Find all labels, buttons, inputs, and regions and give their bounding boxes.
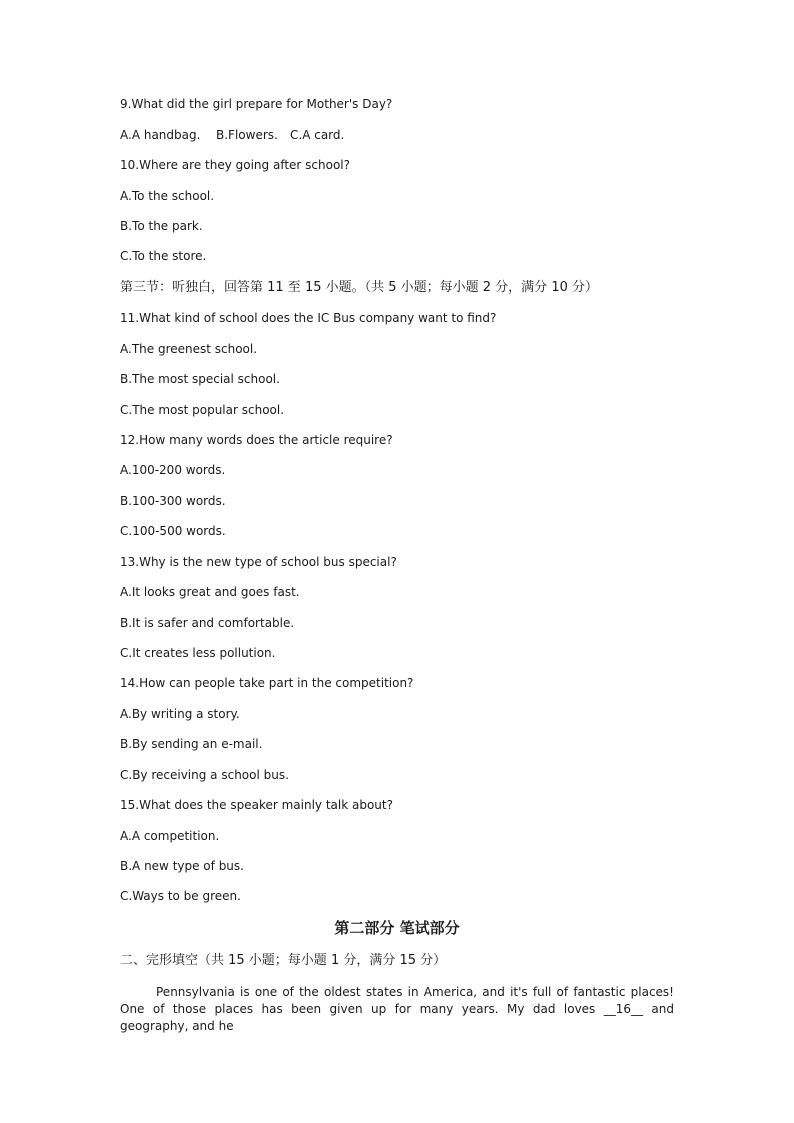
q14-option-b: B.By sending an e-mail. [120, 737, 263, 751]
q14-option-c: C.By receiving a school bus. [120, 768, 289, 782]
q13-option-a: A.It looks great and goes fast. [120, 585, 300, 599]
q15-option-c: C.Ways to be green. [120, 889, 241, 903]
q15-option-a: A.A competition. [120, 829, 220, 843]
q13-option-c: C.It creates less pollution. [120, 646, 276, 660]
q12-option-b: B.100-300 words. [120, 494, 226, 508]
q11-question: 11.What kind of school does the IC Bus company want to find? [120, 311, 497, 325]
q11-option-a: A.The greenest school. [120, 342, 258, 356]
q10-question: 10.Where are they going after school? [120, 158, 351, 172]
q9-options [120, 127, 344, 143]
q15-question: 15.What does the speaker mainly talk about? [120, 798, 393, 812]
q9-option-b: B.Flowers. [216, 128, 278, 142]
q13-question: 13.Why is the new type of school bus special? [120, 555, 397, 569]
cloze-passage: Pennsylvania is one of the oldest states in America, and it's full of fantastic places! One of those places has been given up for many years. My dad loves __16__ and geography, and he [120, 985, 674, 1033]
q15-option-b: B.A new type of bus. [120, 859, 244, 873]
q12-question: 12.How many words does the article require? [120, 433, 393, 447]
q11-option-c: C.The most popular school. [120, 403, 285, 417]
section3-header: 第三节：听独白，回答第 11 至 15 小题。（共 5 小题；每小题 2 分，满分 10 分） [120, 280, 598, 295]
q9-question: 9.What did the girl prepare for Mother's Day? [120, 97, 393, 111]
q9-option-a: A.A handbag. [120, 128, 201, 142]
q10-option-c: C.To the store. [120, 249, 207, 263]
q13-option-b: B.It is safer and comfortable. [120, 616, 295, 630]
part2-title: 第二部分 笔试部分 [334, 919, 460, 937]
q9-option-c: C.A card. [290, 128, 345, 142]
q12-option-c: C.100-500 words. [120, 524, 226, 538]
q10-option-b: B.To the park. [120, 219, 203, 233]
q10-option-a: A.To the school. [120, 189, 215, 203]
cloze-header: 二、完形填空（共 15 小题；每小题 1 分，满分 15 分） [120, 953, 447, 968]
q11-option-b: B.The most special school. [120, 372, 280, 386]
q14-option-a: A.By writing a story. [120, 707, 240, 721]
q14-question: 14.How can people take part in the competition? [120, 676, 414, 690]
q12-option-a: A.100-200 words. [120, 463, 226, 477]
